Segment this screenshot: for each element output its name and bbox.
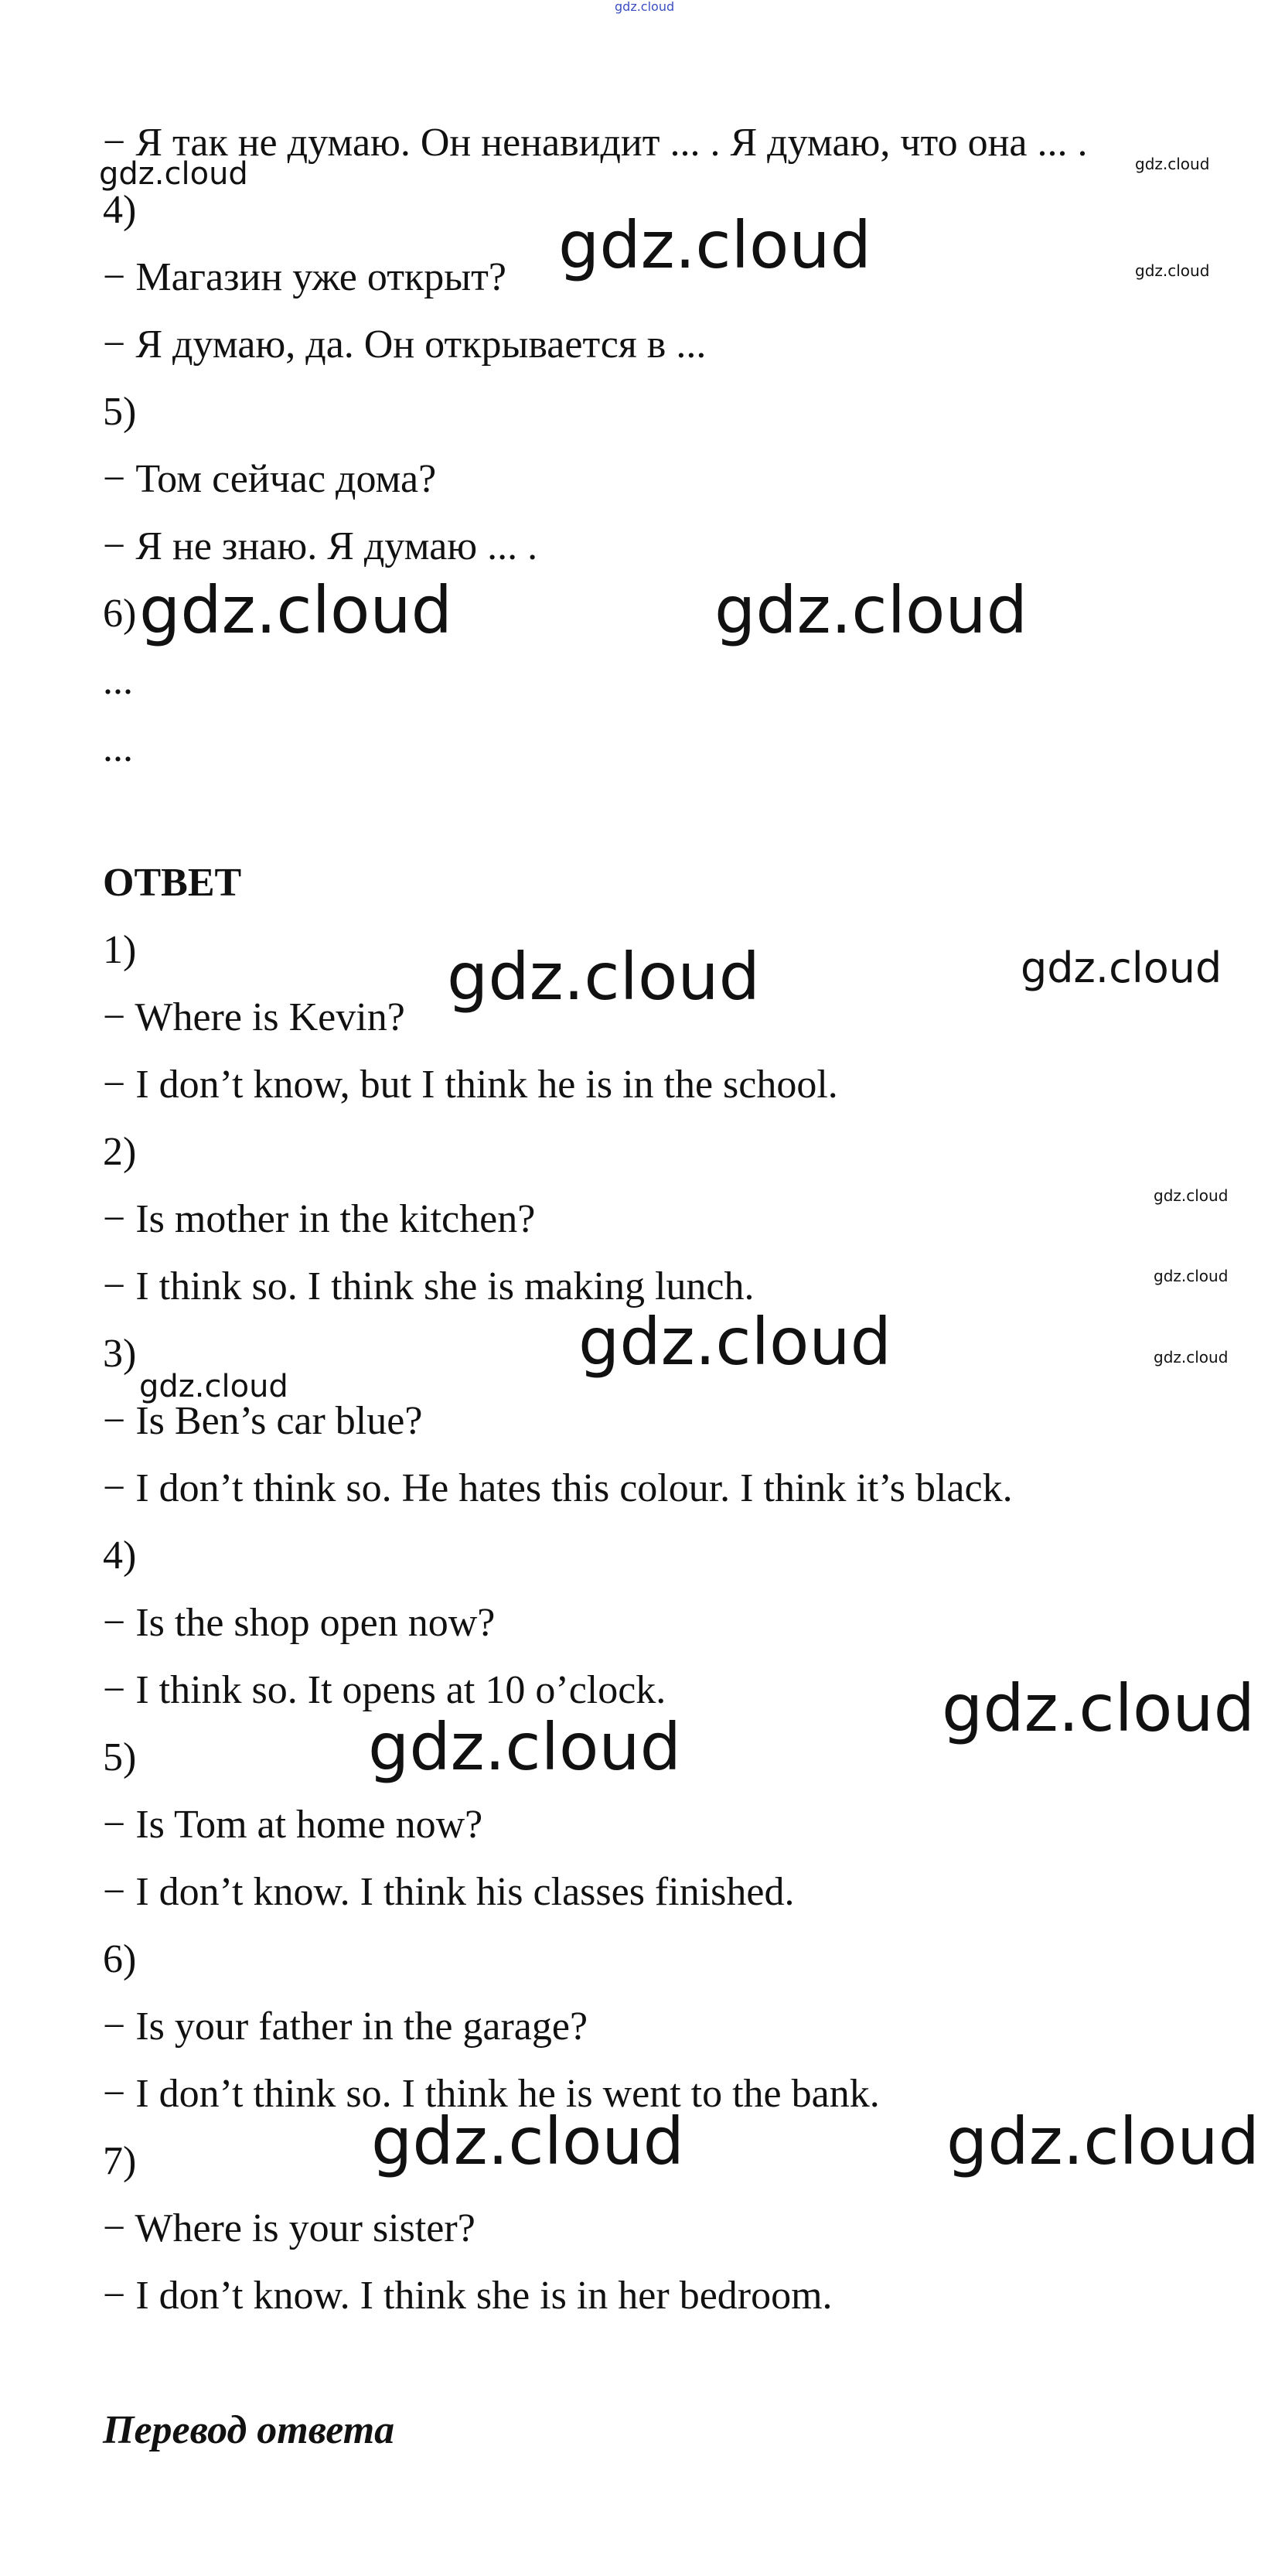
ellipsis-line: ... <box>103 659 133 703</box>
dialogue-line: − I don’t know. I think his classes finished. <box>103 1870 795 1914</box>
watermark: gdz.cloud <box>1135 261 1210 280</box>
dialogue-line: − Is Ben’s car blue? <box>103 1399 423 1443</box>
dialogue-line: − Where is Kevin? <box>103 995 405 1039</box>
item-number: 5) <box>103 390 137 434</box>
dialogue-line: − Я так не думаю. Он ненавидит ... . Я думаю, что она ... . <box>103 121 1088 165</box>
watermark: gdz.cloud <box>139 572 452 648</box>
translation-heading: Перевод ответа <box>103 2408 395 2452</box>
watermark: gdz.cloud <box>1135 155 1210 173</box>
item-number: 7) <box>103 2139 137 2183</box>
watermark: gdz.cloud <box>714 572 1028 648</box>
dialogue-line: − Я не знаю. Я думаю ... . <box>103 524 538 568</box>
watermark: gdz.cloud <box>1154 1348 1229 1366</box>
watermark: gdz.cloud <box>371 2103 684 2179</box>
item-number: 1) <box>103 928 137 972</box>
watermark: gdz.cloud <box>558 207 871 283</box>
watermark: gdz.cloud <box>615 0 675 14</box>
item-number: 6) <box>103 592 137 636</box>
watermark: gdz.cloud <box>99 156 248 192</box>
watermark: gdz.cloud <box>447 939 760 1015</box>
dialogue-line: − Is Tom at home now? <box>103 1803 483 1847</box>
watermark: gdz.cloud <box>1154 1186 1229 1205</box>
item-number: 5) <box>103 1735 137 1779</box>
answer-heading: ОТВЕТ <box>103 861 242 905</box>
item-number: 4) <box>103 188 137 232</box>
ellipsis-line: ... <box>103 726 133 770</box>
watermark: gdz.cloud <box>1021 943 1222 992</box>
dialogue-line: − Is your father in the garage? <box>103 2005 588 2049</box>
item-number: 2) <box>103 1130 137 1174</box>
dialogue-line: − Том сейчас дома? <box>103 457 437 501</box>
dialogue-line: − I don’t know, but I think he is in the school. <box>103 1063 838 1107</box>
dialogue-line: − I don’t think so. He hates this colour. I think it’s black. <box>103 1466 1013 1510</box>
item-number: 6) <box>103 1937 137 1981</box>
watermark: gdz.cloud <box>578 1304 891 1380</box>
watermark: gdz.cloud <box>139 1369 288 1404</box>
dialogue-line: − Where is your sister? <box>103 2206 475 2250</box>
dialogue-line: − I think so. I think she is making lunch. <box>103 1264 755 1308</box>
watermark: gdz.cloud <box>1154 1267 1229 1285</box>
dialogue-line: − Is mother in the kitchen? <box>103 1197 536 1241</box>
dialogue-line: − Я думаю, да. Он открывается в ... <box>103 322 707 367</box>
item-number: 3) <box>103 1332 137 1376</box>
dialogue-line: − Is the shop open now? <box>103 1601 496 1645</box>
dialogue-line: − I think so. It opens at 10 o’clock. <box>103 1668 666 1712</box>
watermark: gdz.cloud <box>368 1709 681 1785</box>
dialogue-line: − Магазин уже открыт? <box>103 255 506 299</box>
item-number: 4) <box>103 1534 137 1578</box>
watermark: gdz.cloud <box>942 1670 1255 1746</box>
dialogue-line: − I don’t think so. I think he is went to the bank. <box>103 2072 880 2116</box>
watermark: gdz.cloud <box>946 2103 1259 2179</box>
dialogue-line: − I don’t know. I think she is in her bedroom. <box>103 2274 833 2318</box>
